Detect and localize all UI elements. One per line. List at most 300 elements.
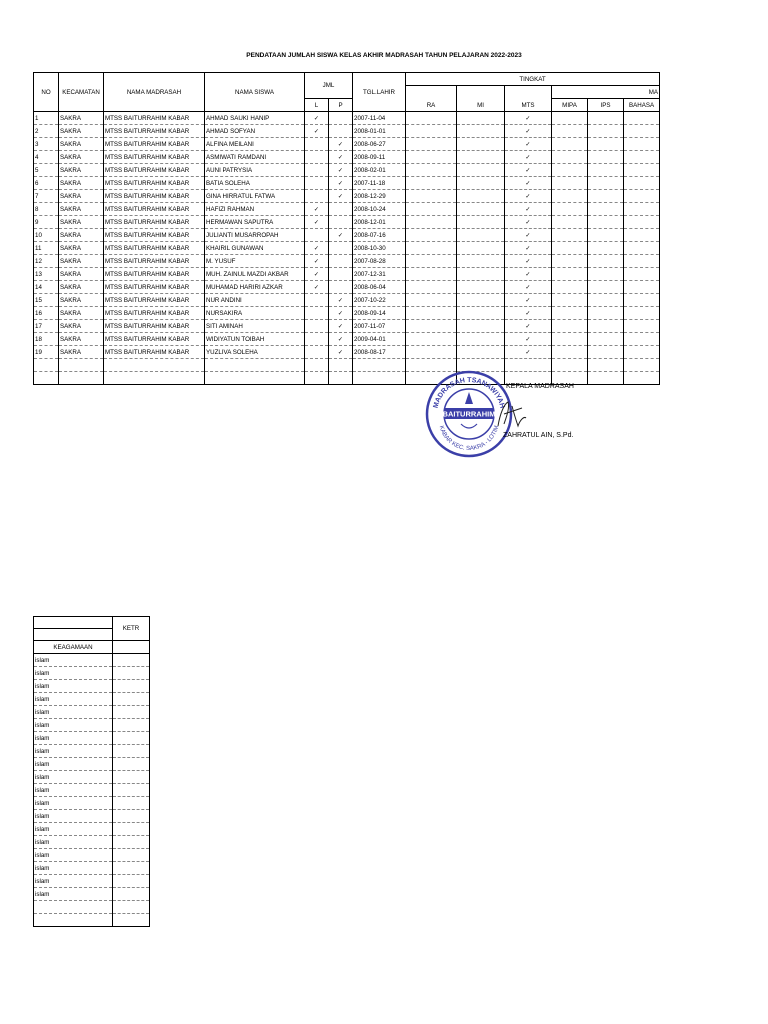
table-row	[34, 164, 660, 177]
cell-tgl: 2008-12-01	[353, 216, 406, 229]
list-item	[34, 654, 150, 667]
list-item	[34, 823, 150, 836]
cell-bahasa	[624, 359, 660, 372]
cell-bahasa	[624, 229, 660, 242]
cell-nama: AHMAD SOFYAN	[205, 125, 305, 138]
cell-p	[329, 359, 353, 372]
cell-mts: ✓	[505, 229, 552, 242]
cell-ra	[406, 125, 457, 138]
cell-kec: SAKRA	[59, 164, 104, 177]
cell-ra	[406, 320, 457, 333]
cell-bahasa	[624, 112, 660, 125]
cell-ra	[406, 138, 457, 151]
cell-mipa	[552, 125, 588, 138]
table-row	[34, 320, 660, 333]
cell-tgl: 2007-11-07	[353, 320, 406, 333]
cell-bahasa	[624, 307, 660, 320]
cell-mts: ✓	[505, 333, 552, 346]
cell-nama: M. YUSUF	[205, 255, 305, 268]
header-kecamatan: KECAMATAN	[59, 73, 104, 112]
cell-bahasa	[624, 268, 660, 281]
cell-madrasah: MTSS BAITURRAHIM KABAR	[104, 229, 205, 242]
cell-ra	[406, 346, 457, 359]
ketr-cell	[113, 706, 150, 719]
cell-nama: ASMIWATI RAMDANI	[205, 151, 305, 164]
cell-mipa	[552, 216, 588, 229]
header-p: P	[329, 99, 353, 112]
cell-ips	[588, 125, 624, 138]
cell-mi	[457, 307, 505, 320]
religion-cell: islam	[34, 667, 113, 680]
cell-tgl: 2008-01-01	[353, 125, 406, 138]
table-row	[34, 151, 660, 164]
religion-table	[33, 616, 150, 927]
cell-ra	[406, 294, 457, 307]
table-row	[34, 359, 660, 372]
cell-ips	[588, 203, 624, 216]
cell-ips	[588, 320, 624, 333]
cell-madrasah: MTSS BAITURRAHIM KABAR	[104, 333, 205, 346]
header-madrasah: NAMA MADRASAH	[104, 73, 205, 112]
cell-ra	[406, 164, 457, 177]
cell-bahasa	[624, 242, 660, 255]
side-ketr-blank	[113, 641, 150, 654]
cell-ips	[588, 346, 624, 359]
cell-mts: ✓	[505, 177, 552, 190]
cell-p	[329, 268, 353, 281]
list-item	[34, 680, 150, 693]
cell-mipa	[552, 138, 588, 151]
cell-nama: AUNI PATRYSIA	[205, 164, 305, 177]
cell-ips	[588, 333, 624, 346]
cell-p	[329, 281, 353, 294]
cell-bahasa	[624, 346, 660, 359]
religion-cell: islam	[34, 849, 113, 862]
header-ma: MA	[552, 86, 660, 99]
cell-ips	[588, 242, 624, 255]
cell-ips	[588, 268, 624, 281]
cell-mi	[457, 229, 505, 242]
cell-mi	[457, 177, 505, 190]
cell-mipa	[552, 177, 588, 190]
religion-cell: islam	[34, 823, 113, 836]
table-row	[34, 190, 660, 203]
ketr-cell	[113, 875, 150, 888]
cell-madrasah: MTSS BAITURRAHIM KABAR	[104, 294, 205, 307]
cell-p	[329, 372, 353, 385]
cell-no: 4	[34, 151, 59, 164]
cell-mi	[457, 138, 505, 151]
cell-p	[329, 112, 353, 125]
cell-tgl: 2008-12-29	[353, 190, 406, 203]
ketr-cell	[113, 901, 150, 914]
cell-bahasa	[624, 164, 660, 177]
cell-no: 7	[34, 190, 59, 203]
table-row	[34, 112, 660, 125]
cell-kec: SAKRA	[59, 346, 104, 359]
cell-mts: ✓	[505, 320, 552, 333]
cell-kec: SAKRA	[59, 203, 104, 216]
religion-cell: islam	[34, 706, 113, 719]
cell-l	[305, 164, 329, 177]
cell-tgl: 2008-07-16	[353, 229, 406, 242]
cell-mi	[457, 294, 505, 307]
cell-mipa	[552, 307, 588, 320]
stamp-bottom-text: KABAR KEC. SAKRA - LOTIM	[437, 425, 501, 453]
ketr-cell	[113, 654, 150, 667]
religion-cell: islam	[34, 745, 113, 758]
cell-no: 18	[34, 333, 59, 346]
cell-no: 15	[34, 294, 59, 307]
cell-l: ✓	[305, 255, 329, 268]
cell-mts: ✓	[505, 268, 552, 281]
cell-bahasa	[624, 216, 660, 229]
cell-madrasah: MTSS BAITURRAHIM KABAR	[104, 177, 205, 190]
cell-kec: SAKRA	[59, 281, 104, 294]
cell-ips	[588, 164, 624, 177]
cell-mipa	[552, 294, 588, 307]
cell-ra	[406, 255, 457, 268]
cell-madrasah: MTSS BAITURRAHIM KABAR	[104, 190, 205, 203]
cell-p: ✓	[329, 177, 353, 190]
table-row	[34, 281, 660, 294]
cell-mi	[457, 333, 505, 346]
cell-tgl	[353, 372, 406, 385]
cell-l: ✓	[305, 216, 329, 229]
cell-ra	[406, 268, 457, 281]
religion-cell: islam	[34, 797, 113, 810]
student-table	[33, 72, 660, 385]
stamp-center-text: BAITURRAHIM	[442, 409, 496, 419]
cell-kec: SAKRA	[59, 190, 104, 203]
list-item	[34, 784, 150, 797]
list-item	[34, 706, 150, 719]
cell-p	[329, 255, 353, 268]
cell-p: ✓	[329, 307, 353, 320]
cell-bahasa	[624, 125, 660, 138]
cell-nama: HAFIZI RAHMAN	[205, 203, 305, 216]
signature-name: ZAHRATUL AIN, S.Pd.	[503, 432, 574, 439]
list-item	[34, 901, 150, 914]
religion-cell: islam	[34, 784, 113, 797]
cell-no: 14	[34, 281, 59, 294]
list-item	[34, 745, 150, 758]
ketr-cell	[113, 680, 150, 693]
cell-p	[329, 125, 353, 138]
cell-nama	[205, 372, 305, 385]
cell-ra	[406, 333, 457, 346]
cell-no	[34, 372, 59, 385]
cell-p: ✓	[329, 138, 353, 151]
header-tingkat: TINGKAT	[406, 73, 660, 86]
cell-l	[305, 190, 329, 203]
list-item	[34, 758, 150, 771]
cell-p: ✓	[329, 229, 353, 242]
cell-ips	[588, 112, 624, 125]
cell-madrasah: MTSS BAITURRAHIM KABAR	[104, 268, 205, 281]
cell-bahasa	[624, 294, 660, 307]
cell-ips	[588, 372, 624, 385]
cell-mipa	[552, 359, 588, 372]
table-row	[34, 346, 660, 359]
cell-madrasah	[104, 359, 205, 372]
list-item	[34, 810, 150, 823]
cell-kec: SAKRA	[59, 177, 104, 190]
cell-nama	[205, 359, 305, 372]
cell-nama: KHAIRIL GUNAWAN	[205, 242, 305, 255]
cell-l	[305, 346, 329, 359]
cell-kec: SAKRA	[59, 125, 104, 138]
cell-no: 1	[34, 112, 59, 125]
cell-l	[305, 151, 329, 164]
cell-no: 10	[34, 229, 59, 242]
cell-no: 2	[34, 125, 59, 138]
cell-l	[305, 294, 329, 307]
cell-bahasa	[624, 372, 660, 385]
cell-p	[329, 203, 353, 216]
cell-mts: ✓	[505, 255, 552, 268]
cell-madrasah: MTSS BAITURRAHIM KABAR	[104, 307, 205, 320]
table-row	[34, 203, 660, 216]
header-tgl: TGL.LAHIR	[353, 73, 406, 112]
cell-p: ✓	[329, 333, 353, 346]
cell-kec: SAKRA	[59, 268, 104, 281]
cell-l: ✓	[305, 112, 329, 125]
cell-no: 17	[34, 320, 59, 333]
ketr-cell	[113, 771, 150, 784]
cell-madrasah: MTSS BAITURRAHIM KABAR	[104, 151, 205, 164]
cell-p: ✓	[329, 346, 353, 359]
cell-ra	[406, 307, 457, 320]
religion-cell: islam	[34, 875, 113, 888]
table-row	[34, 216, 660, 229]
list-item	[34, 849, 150, 862]
cell-kec: SAKRA	[59, 112, 104, 125]
header-keagamaan: KEAGAMAAN	[34, 641, 113, 654]
cell-ips	[588, 294, 624, 307]
cell-l	[305, 333, 329, 346]
religion-cell: islam	[34, 719, 113, 732]
cell-madrasah: MTSS BAITURRAHIM KABAR	[104, 203, 205, 216]
cell-no	[34, 359, 59, 372]
table-row	[34, 125, 660, 138]
religion-cell: islam	[34, 732, 113, 745]
cell-tgl: 2008-10-24	[353, 203, 406, 216]
cell-l: ✓	[305, 125, 329, 138]
cell-madrasah: MTSS BAITURRAHIM KABAR	[104, 320, 205, 333]
cell-nama: NURSAKIRA	[205, 307, 305, 320]
ketr-cell	[113, 849, 150, 862]
list-item	[34, 719, 150, 732]
cell-mipa	[552, 151, 588, 164]
cell-mi	[457, 190, 505, 203]
cell-mipa	[552, 333, 588, 346]
table-row	[34, 138, 660, 151]
cell-l: ✓	[305, 281, 329, 294]
header-bahasa: BAHASA	[624, 99, 660, 112]
cell-kec: SAKRA	[59, 229, 104, 242]
cell-madrasah: MTSS BAITURRAHIM KABAR	[104, 242, 205, 255]
cell-nama: GINA HIRRATUL FATWA	[205, 190, 305, 203]
cell-ra	[406, 112, 457, 125]
cell-tgl: 2007-11-04	[353, 112, 406, 125]
cell-nama: JULIANTI MUSARROPAH	[205, 229, 305, 242]
cell-ra	[406, 216, 457, 229]
cell-madrasah: MTSS BAITURRAHIM KABAR	[104, 138, 205, 151]
cell-nama: SITI AMINAH	[205, 320, 305, 333]
ketr-cell	[113, 797, 150, 810]
ketr-cell	[113, 719, 150, 732]
table-row	[34, 307, 660, 320]
cell-nama: WIDIYATUN TOIBAH	[205, 333, 305, 346]
cell-bahasa	[624, 151, 660, 164]
cell-mipa	[552, 255, 588, 268]
list-item	[34, 888, 150, 901]
cell-l: ✓	[305, 242, 329, 255]
cell-tgl: 2007-11-18	[353, 177, 406, 190]
cell-mipa	[552, 281, 588, 294]
cell-mipa	[552, 346, 588, 359]
cell-kec: SAKRA	[59, 151, 104, 164]
cell-tgl: 2009-04-01	[353, 333, 406, 346]
table-row	[34, 294, 660, 307]
cell-l	[305, 229, 329, 242]
cell-ips	[588, 190, 624, 203]
cell-mi	[457, 242, 505, 255]
cell-p: ✓	[329, 190, 353, 203]
list-item	[34, 862, 150, 875]
cell-tgl: 2008-06-27	[353, 138, 406, 151]
religion-cell	[34, 914, 113, 927]
cell-madrasah: MTSS BAITURRAHIM KABAR	[104, 255, 205, 268]
cell-ips	[588, 359, 624, 372]
list-item	[34, 875, 150, 888]
cell-madrasah: MTSS BAITURRAHIM KABAR	[104, 112, 205, 125]
table-row	[34, 255, 660, 268]
cell-no: 19	[34, 346, 59, 359]
cell-mts: ✓	[505, 164, 552, 177]
cell-l	[305, 138, 329, 151]
cell-mts: ✓	[505, 138, 552, 151]
religion-cell: islam	[34, 836, 113, 849]
cell-mts: ✓	[505, 346, 552, 359]
side-blank-1	[34, 617, 113, 629]
cell-p: ✓	[329, 294, 353, 307]
list-item	[34, 732, 150, 745]
cell-madrasah: MTSS BAITURRAHIM KABAR	[104, 281, 205, 294]
cell-kec: SAKRA	[59, 320, 104, 333]
cell-nama: ALFINA MEILANI	[205, 138, 305, 151]
cell-tgl: 2008-02-01	[353, 164, 406, 177]
cell-bahasa	[624, 177, 660, 190]
cell-nama: NUR ANDINI	[205, 294, 305, 307]
header-ketr: KETR	[113, 617, 150, 641]
cell-mts: ✓	[505, 242, 552, 255]
cell-ra	[406, 190, 457, 203]
cell-l	[305, 307, 329, 320]
cell-no: 8	[34, 203, 59, 216]
cell-ips	[588, 255, 624, 268]
cell-bahasa	[624, 333, 660, 346]
cell-mipa	[552, 229, 588, 242]
stamp-top-text: MADRASAH TSANAWIYAH	[432, 376, 506, 410]
header-ra: RA	[406, 86, 457, 112]
cell-mi	[457, 320, 505, 333]
cell-ra	[406, 177, 457, 190]
cell-no: 11	[34, 242, 59, 255]
cell-kec: SAKRA	[59, 216, 104, 229]
religion-cell: islam	[34, 888, 113, 901]
list-item	[34, 797, 150, 810]
cell-nama: YUZLIVA SOLEHA	[205, 346, 305, 359]
cell-nama: MUH. ZAINUL MAZDI AKBAR	[205, 268, 305, 281]
cell-nama: MUHAMAD HARIRI AZKAR	[205, 281, 305, 294]
cell-l	[305, 359, 329, 372]
cell-mipa	[552, 190, 588, 203]
header-siswa: NAMA SISWA	[205, 73, 305, 112]
cell-mts: ✓	[505, 151, 552, 164]
cell-madrasah: MTSS BAITURRAHIM KABAR	[104, 125, 205, 138]
cell-mts: ✓	[505, 203, 552, 216]
religion-cell: islam	[34, 810, 113, 823]
cell-madrasah: MTSS BAITURRAHIM KABAR	[104, 216, 205, 229]
cell-bahasa	[624, 203, 660, 216]
cell-mts: ✓	[505, 281, 552, 294]
religion-cell: islam	[34, 758, 113, 771]
religion-cell: islam	[34, 862, 113, 875]
header-mts: MTS	[505, 86, 552, 112]
ketr-cell	[113, 823, 150, 836]
table-row	[34, 268, 660, 281]
cell-mipa	[552, 164, 588, 177]
cell-l: ✓	[305, 203, 329, 216]
cell-no: 9	[34, 216, 59, 229]
header-l: L	[305, 99, 329, 112]
table-row	[34, 242, 660, 255]
cell-ips	[588, 216, 624, 229]
cell-mts: ✓	[505, 307, 552, 320]
ketr-cell	[113, 758, 150, 771]
cell-ips	[588, 138, 624, 151]
cell-tgl: 2008-06-04	[353, 281, 406, 294]
signature	[490, 396, 530, 432]
cell-bahasa	[624, 255, 660, 268]
list-item	[34, 914, 150, 927]
cell-tgl: 2008-10-30	[353, 242, 406, 255]
list-item	[34, 693, 150, 706]
ketr-cell	[113, 914, 150, 927]
cell-bahasa	[624, 281, 660, 294]
cell-tgl: 2007-08-28	[353, 255, 406, 268]
religion-cell	[34, 901, 113, 914]
cell-ra	[406, 151, 457, 164]
cell-mipa	[552, 242, 588, 255]
cell-kec: SAKRA	[59, 138, 104, 151]
ketr-cell	[113, 693, 150, 706]
cell-l: ✓	[305, 268, 329, 281]
cell-kec	[59, 359, 104, 372]
cell-l	[305, 320, 329, 333]
cell-kec	[59, 372, 104, 385]
cell-tgl: 2008-09-14	[353, 307, 406, 320]
cell-mipa	[552, 112, 588, 125]
cell-mi	[457, 255, 505, 268]
cell-ra	[406, 203, 457, 216]
header-mipa: MIPA	[552, 99, 588, 112]
cell-l	[305, 372, 329, 385]
cell-p: ✓	[329, 320, 353, 333]
cell-mi	[457, 346, 505, 359]
